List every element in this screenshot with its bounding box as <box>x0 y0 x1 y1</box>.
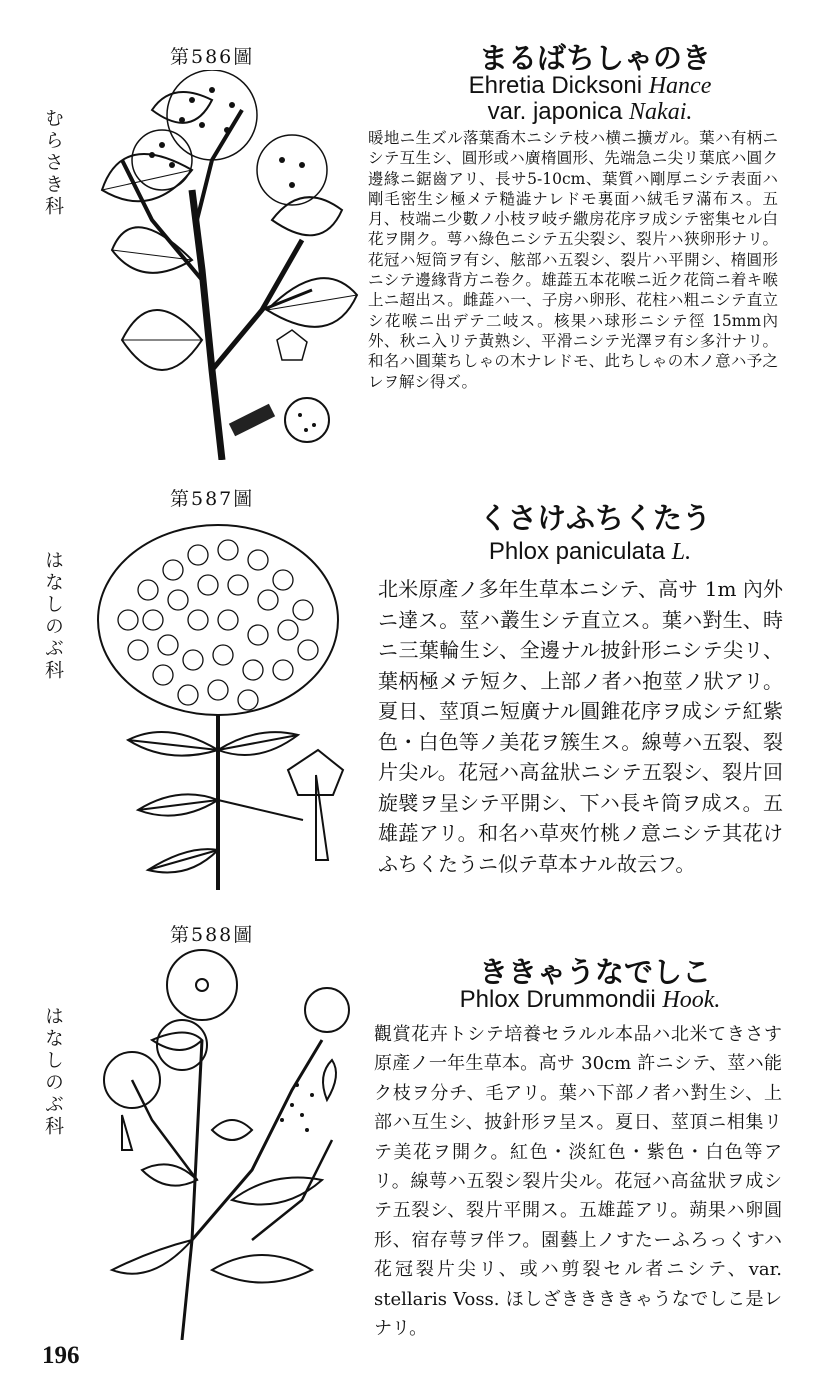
ehretia-plant-illustration <box>92 70 362 460</box>
species-description: 暖地ニ生ズル落葉喬木ニシテ枝ハ横ニ擴ガル。葉ハ有柄ニシテ互生シ、圓形或ハ廣楕圓形、先端急ニ尖リ葉底ハ圓ク邊緣ニ鋸齒アリ、長サ5-10cm、葉質ハ剛厚ニシテ表面ハ剛毛密生シ極メテ糙澁ナレドモ裏面ハ絨毛ヲ滿布ス。五月、枝端ニ少數ノ小枝ヲ岐チ繖房花序ヲ成シテ密集セル白花ヲ開ク。萼ハ綠色ニシテ五尖裂シ、裂片ハ狹卵形ナリ。花冠ハ短筒ヲ有シ、舷部ハ五裂シ、裂片ハ平開シ、楕圓形ニシテ邊緣背方ニ卷ク。雄蕋五本花喉ニ近ク花筒ニ着キ喉上ニ超出ス。雌蕋ハ一、子房ハ卵形、花柱ハ粗ニシテ直立シ花喉ニ出デテ二岐ス。核果ハ球形ニシテ徑 15mm內外、秋ニ入リテ黃熟シ、平滑ニシテ光澤ヲ有シ多汁ナリ。和名ハ圓葉ちしゃの木ナレドモ、此ちしゃの木ノ意ハ予之レヲ解シ得ズ。 <box>368 129 778 391</box>
family-label: はなしのぶ科 <box>42 550 64 682</box>
entry-587 <box>0 470 840 910</box>
japanese-name: くさけふちくたう <box>478 501 711 535</box>
figure-number: 第586圖 <box>170 46 255 68</box>
family-label: むらさき科 <box>42 108 64 218</box>
scientific-name-variety-author: Nakai. <box>629 99 693 125</box>
japanese-name: まるばちしゃのき <box>478 41 711 75</box>
phlox-paniculata-illustration <box>88 520 368 890</box>
scientific-name-genus-species: Ehretia Dicksoni <box>468 72 649 99</box>
japanese-name: ききゃうなでしこ <box>478 955 711 989</box>
scientific-name-line2 <box>400 98 780 126</box>
scientific-name-line1 <box>400 72 780 100</box>
scientific-name-line1 <box>400 986 780 1014</box>
phlox-drummondii-illustration <box>92 940 362 1340</box>
scientific-name-line1 <box>400 538 780 566</box>
scientific-name-author: Hook. <box>662 987 721 1013</box>
scientific-name-variety: var. japonica <box>487 98 630 125</box>
scientific-name-genus-species: Phlox Drummondii <box>459 986 663 1013</box>
figure-number: 第588圖 <box>170 924 255 946</box>
scientific-name-author: Hance <box>648 73 712 99</box>
species-description: 北米原產ノ多年生草本ニシテ、高サ 1m 內外ニ達ス。莖ハ叢生シテ直立ス。葉ハ對生、時ニ三葉輪生シ、全邊ナル披針形ニシテ尖リ、葉柄極メテ短ク、上部ノ者ハ抱莖ノ狀アリ。夏日、莖頂ニ短廣ナル圓錐花序ヲ成シテ紅紫色・白色等ノ美花ヲ簇生ス。線萼ハ五裂、裂片尖ル。花冠ハ高盆狀ニシテ五裂シ、裂片回旋襞ヲ呈シテ平開シ、下ハ長キ筒ヲ成ス。五雄蕋アリ。和名ハ草夾竹桃ノ意ニシテ其花けふちくたうニ似テ草本ナル故云フ。 <box>378 577 783 876</box>
entry-588 <box>0 910 840 1340</box>
figure-number: 第587圖 <box>170 488 255 510</box>
page-number: 196 <box>42 1342 80 1369</box>
scientific-name-genus-species: Phlox paniculata <box>488 538 672 565</box>
entry-586 <box>0 0 840 470</box>
scientific-name-author: L. <box>671 539 692 565</box>
family-label: はなしのぶ科 <box>42 1006 64 1138</box>
species-description: 觀賞花卉トシテ培養セラルル本品ハ北米てきさす原產ノ一年生草本。高サ 30cm 許ニシテ、莖ハ能ク枝ヲ分チ、毛アリ。葉ハ下部ノ者ハ對生シ、上部ハ互生シ、披針形ヲ呈ス。夏日、莖頂ニ相集リテ美花ヲ開ク。紅色・淡紅色・紫色・白色等アリ。線萼ハ五裂シ裂片尖ル。花冠ハ高盆狀ヲ成シテ五裂シ、裂片平開ス。五雄蕋アリ。蒴果ハ卵圓形、宿存萼ヲ伴フ。園藝上ノすたーふろっくすハ花冠裂片尖リ、或ハ剪裂セル者ニシテ、var. stellaris Voss. ほしざききききゃうなでしこ是レナリ。 <box>374 1024 782 1340</box>
